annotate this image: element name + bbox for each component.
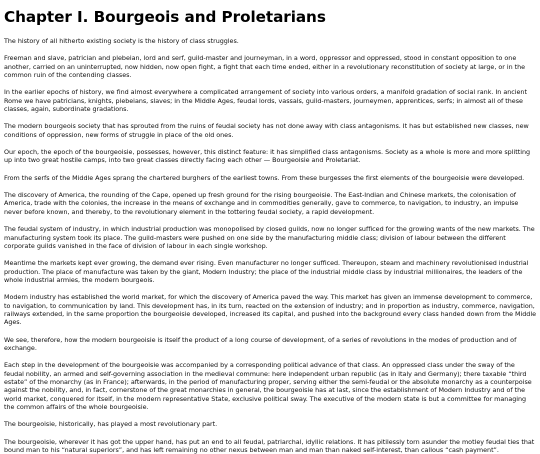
paragraph: We see, therefore, how the modern bourgeoisie is itself the product of a long course of development, of a series of revolutions in the modes of production and of exchange.	[4, 335, 517, 352]
paragraph: The modern bourgeois society that has sprouted from the ruins of feudal society has not done away with class antagonisms. It has but established new classes, new conditions of oppression, new forms of struggle in place of the old ones.	[4, 122, 529, 139]
paragraph: From the serfs of the Middle Ages sprang the chartered burghers of the earliest towns. From these burgesses the first elements of the bourgeoisie were developed.	[4, 173, 525, 182]
chapter-title: Chapter I. Bourgeois and Proletarians	[4, 8, 326, 26]
paragraph: Each step in the development of the bourgeoisie was accompanied by a corresponding political advance of that class. An oppressed class under the sway of the feudal nobility, an armed and self-governing association in the medieval commune: here independent urban republic (as in Italy and Germany); there taxable “third estate” of the monarchy (as in France); afterwards, in the period of manufacturing proper, serving either the semi-feudal or the absolute monarchy as a counterpoise against the nobility, and, in fact, cornerstone of the great monarchies in general, the bourgeoisie has at last, since the establishment of Modern Industry and of the world market, conquered for itself, in the modern representative State, exclusive political sway. The executive of the modern state is but a committee for managing the common affairs of the whole bourgeoisie.	[4, 361, 532, 411]
paragraph: In the earlier epochs of history, we find almost everywhere a complicated arrangement of society into various orders, a manifold gradation of social rank. In ancient Rome we have patricians, knights, plebeians, slaves; in the Middle Ages, feudal lords, vassals, guild-masters, journeymen, apprentices, serfs; in almost all of these classes, again, subordinate gradations.	[4, 88, 527, 114]
paragraph: Our epoch, the epoch of the bourgeoisie, possesses, however, this distinct feature: it has simplified class antagonisms. Society as a whole is more and more splitting up into two great hostile camps, into two great classes directly facing each other — Bourgeoisie and Proletariat.	[4, 148, 531, 165]
paragraph: The bourgeoisie, historically, has played a most revolutionary part.	[4, 420, 218, 429]
paragraph: The discovery of America, the rounding of the Cape, opened up fresh ground for the rising bourgeoisie. The East-Indian and Chinese markets, the colonisation of America, trade with the colonies, the increase in the means of exchange and in commodities generally, gave to commerce, to navigation, to industry, an impulse never before known, and thereby, to the revolutionary element in the tottering feudal society, a rapid development.	[4, 191, 519, 216]
paragraph: Meantime the markets kept ever growing, the demand ever rising. Even manufacturer no longer sufficed. Thereupon, steam and machinery revolutionised industrial production. The place of manufacture was taken by the giant, Modern Industry; the place of the industrial middle class by industrial millionaires, the leaders of the whole industrial armies, the modern bourgeois.	[4, 259, 529, 284]
paragraph: The feudal system of industry, in which industrial production was monopolised by closed guilds, now no longer sufficed for the growing wants of the new markets. The manufacturing system took its place. The guild-masters were pushed on one side by the manufacturing middle class; division of labour between the different corporate guilds vanished in the face of division of labour in each single workshop.	[4, 225, 535, 250]
paragraph: The bourgeoisie, wherever it has got the upper hand, has put an end to all feudal, patriarchal, idyllic relations. It has pitilessly torn asunder the motley feudal ties that bound man to his “natural superiors”, and has left remaining no other nexus between man and man than naked self-interest, than callous “cash payment”.	[4, 437, 535, 454]
paragraph: Modern industry has established the world market, for which the discovery of America paved the way. This market has given an immense development to commerce, to navigation, to communication by land. This development has, in its turn, reacted on the extension of industry; and in proportion as industry, commerce, navigation, railways extended, in the same proportion the bourgeoisie developed, increased its capital, and pushed into the background every class handed down from the Middle Ages.	[4, 293, 537, 327]
paragraph: The history of all hitherto existing society is the history of class struggles.	[4, 37, 239, 45]
paragraph: Freeman and slave, patrician and plebeian, lord and serf, guild-master and journeyman, in a word, oppressor and oppressed, stood in constant opposition to one another, carried on an uninterrupted, now hidden, now open fight, a fight that each time ended, either in a revolutionary reconstitution of society at large, or in the common ruin of the contending classes.	[4, 54, 526, 80]
